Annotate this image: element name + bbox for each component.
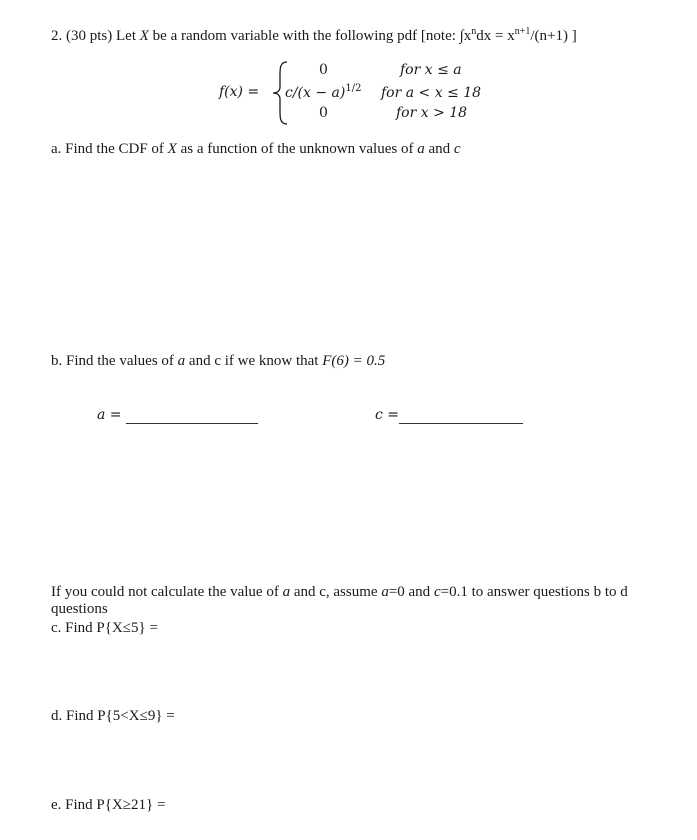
intro-pre: Let (116, 28, 136, 44)
part-b-var-a: a (177, 353, 186, 369)
intro-post: be a random variable with the following pdf [note: ∫x (152, 28, 472, 44)
part-a-var-a: a (417, 141, 425, 157)
note-end: /(n+1) ] (530, 28, 577, 44)
pdf-case1-value: 0 (319, 62, 328, 78)
part-a-var-c: c (453, 141, 461, 157)
pdf-case3-cond: for x > 18 (396, 105, 468, 121)
pdf-case2-value (285, 85, 361, 101)
pdf-case1-cond: for x ≤ a (400, 62, 462, 78)
part-a-var-x: X (167, 141, 177, 157)
assumption-and: and c, assume (293, 584, 378, 600)
pdf-case2-cond: for a < x ≤ 18 (381, 85, 482, 101)
answer-a-label: a = (97, 407, 122, 423)
assumption-c-eq: c (433, 584, 441, 600)
part-b (51, 353, 385, 370)
answer-a-blank[interactable] (126, 423, 258, 424)
pdf-lhs: f(x) = (219, 84, 260, 100)
note-sup-n: n (471, 26, 477, 37)
assumption-a-eq: a (381, 584, 389, 600)
assumption-c-val: =0.1 to answer questions b to d (440, 584, 628, 600)
answer-c-label: c = (375, 407, 400, 423)
part-c: c. Find P{X≤5} = (51, 620, 158, 636)
assumption-pre: If you could not calculate the value of (51, 584, 279, 600)
pdf-case3-value: 0 (319, 105, 328, 121)
part-b-pre: b. Find the values of (51, 353, 174, 369)
question-points: (30 pts) (66, 28, 113, 44)
part-a-mid: as a function of the unknown values of (180, 141, 414, 157)
part-e: e. Find P{X≥21} = (51, 797, 166, 813)
assumption-line1 (51, 584, 628, 601)
question-number: 2. (51, 28, 63, 44)
assumption-var-a: a (282, 584, 291, 600)
part-a-and: and (428, 141, 451, 157)
note-sup-n1: n+1 (514, 26, 531, 37)
answer-c-blank[interactable] (399, 423, 523, 424)
part-a-pre: a. Find the CDF of (51, 141, 164, 157)
var-x: X (139, 28, 149, 44)
assumption-a-val: =0 and (388, 584, 431, 600)
assumption-line2: questions (51, 601, 108, 617)
question-header (51, 28, 577, 45)
note-mid: dx = x (476, 28, 515, 44)
part-a (51, 141, 461, 158)
pdf-case2-expr: c/(x − a) (285, 85, 346, 101)
part-b-mid: and c if we know that (188, 353, 319, 369)
part-b-condition: F(6) = 0.5 (322, 353, 386, 369)
part-d: d. Find P{5<X≤9} = (51, 708, 175, 724)
pdf-case2-sup: 1/2 (345, 83, 362, 94)
